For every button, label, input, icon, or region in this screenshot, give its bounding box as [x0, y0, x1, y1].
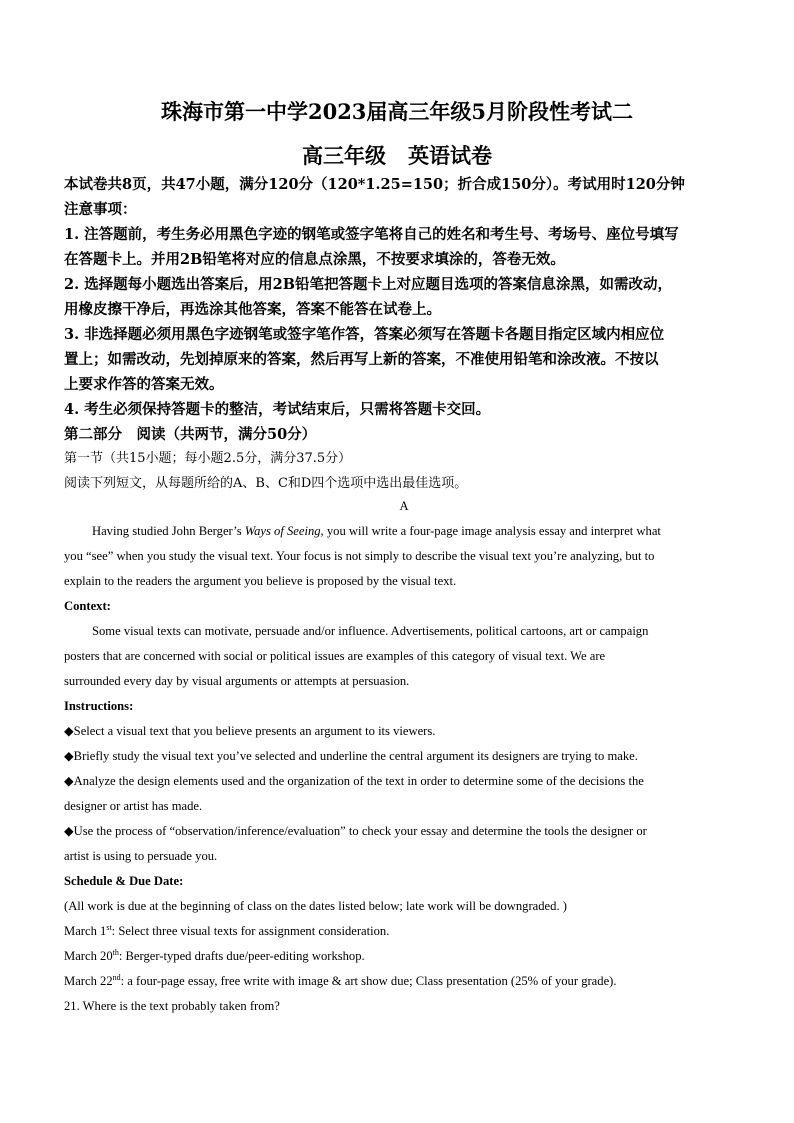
notice-item-3c: 上要求作答的答案无效。: [64, 376, 224, 393]
schedule-date-3: [64, 969, 744, 994]
date-3-suffix: nd: [112, 972, 121, 982]
question-21: 21. Where is the text probably taken from?: [64, 999, 280, 1013]
context-line-1: Some visual texts can motivate, persuade and/or influence. Advertisements, political cartoons, art or campaign: [92, 624, 649, 638]
date-1-day: March 1: [64, 924, 107, 938]
schedule-heading: Schedule & Due Date:: [64, 874, 184, 888]
schedule-note: (All work is due at the beginning of class on the dates listed below; late work will be downgraded. ): [64, 899, 567, 913]
context-line-3: surrounded every day by visual arguments or attempts at persuasion.: [64, 674, 410, 688]
intro-line-2: you “see” when you study the visual text. Your focus is not simply to describe the visual text you’re analyzing, but to: [64, 549, 655, 563]
schedule-date-2: [64, 944, 744, 969]
date-1-suffix: st: [106, 922, 112, 932]
exam-subtitle: [0, 140, 794, 170]
grade-label: 高三年级: [302, 143, 386, 168]
section1-heading: 第一节（共15小题；每小题2.5分，满分37.5分）: [64, 451, 352, 466]
notice-summary: 本试卷共8页，共47小题，满分120分（120*1.25=150；折合成150分）。考试用时120分钟: [64, 176, 685, 193]
instruction-bullet-1: ◆Select a visual text that you believe presents an argument to its viewers.: [64, 724, 436, 738]
context-line-2: posters that are concerned with social or political issues are examples of this category of visual text. We are: [64, 649, 606, 663]
context-heading: Context:: [64, 599, 111, 613]
schedule-date-1: [64, 919, 744, 944]
passage-a: [64, 494, 744, 1019]
passage-letter: A: [399, 499, 409, 513]
date-2-day: March 20: [64, 949, 113, 963]
book-title: Ways of Seeing: [244, 524, 321, 538]
notice-item-2a: 2. 选择题每小题选出答案后，用2B铅笔把答题卡上对应题目选项的答案信息涂黑，如需改动，: [64, 276, 673, 293]
part2-heading: 第二部分 阅读（共两节，满分50分）: [64, 426, 317, 443]
date-3-day: March 22: [64, 974, 113, 988]
notice-item-4: 4. 考生必须保持答题卡的整洁，考试结束后，只需将答题卡交回。: [64, 401, 491, 418]
date-2-task: : Berger-typed drafts due/peer-editing workshop.: [118, 949, 365, 963]
notice-item-1b: 在答题卡上。并用2B铅笔将对应的信息点涂黑，不按要求填涂的，答卷无效。: [64, 251, 565, 268]
instructions-heading: Instructions:: [64, 699, 134, 713]
intro-post: , you will write a four-page image analysis essay and interpret what: [320, 524, 661, 538]
instruction-bullet-4b: artist is using to persuade you.: [64, 849, 218, 863]
date-1-task: : Select three visual texts for assignment consideration.: [111, 924, 390, 938]
date-3-task: : a four-page essay, free write with image & art show due; Class presentation (25% of your grade).: [120, 974, 617, 988]
intro-pre: Having studied John Berger’s: [92, 524, 245, 538]
instruction-bullet-4a: ◆Use the process of “observation/inference/evaluation” to check your essay and determine the tools the designer or: [64, 824, 647, 838]
intro-line-1: [64, 519, 744, 544]
instruction-bullet-2: ◆Briefly study the visual text you’ve selected and underline the central argument its designers are trying to make.: [64, 749, 638, 763]
intro-line-3: explain to the readers the argument you believe is proposed by the visual text.: [64, 574, 457, 588]
notice-heading: 注意事项：: [64, 201, 137, 218]
notice-block: [64, 172, 744, 496]
exam-title: 珠海市第一中学2023届高三年级5月阶段性考试二: [160, 99, 634, 124]
notice-item-2b: 用橡皮擦干净后，再选涂其他答案，答案不能答在试卷上。: [64, 301, 441, 318]
subject-label: 英语试卷: [408, 143, 492, 168]
notice-item-3b: 置上；如需改动，先划掉原来的答案，然后再写上新的答案，不准使用铅笔和涂改液。不按以: [64, 351, 659, 368]
notice-item-1a: 1. 注答题前，考生务必用黑色字迹的钢笔或签字笔将自己的姓名和考生号、考场号、座位号填写: [64, 226, 679, 243]
date-2-suffix: th: [112, 947, 119, 957]
instruction-bullet-3b: designer or artist has made.: [64, 799, 203, 813]
instruction-bullet-3a: ◆Analyze the design elements used and the organization of the text in order to determine some of the decisions the: [64, 774, 644, 788]
section1-instruction: 阅读下列短文，从每题所给的A、B、C和D四个选项中选出最佳选项。: [64, 475, 468, 491]
notice-item-3a: 3. 非选择题必须用黑色字迹钢笔或签字笔作答，答案必须写在答题卡各题目指定区域内相应位: [64, 326, 665, 343]
